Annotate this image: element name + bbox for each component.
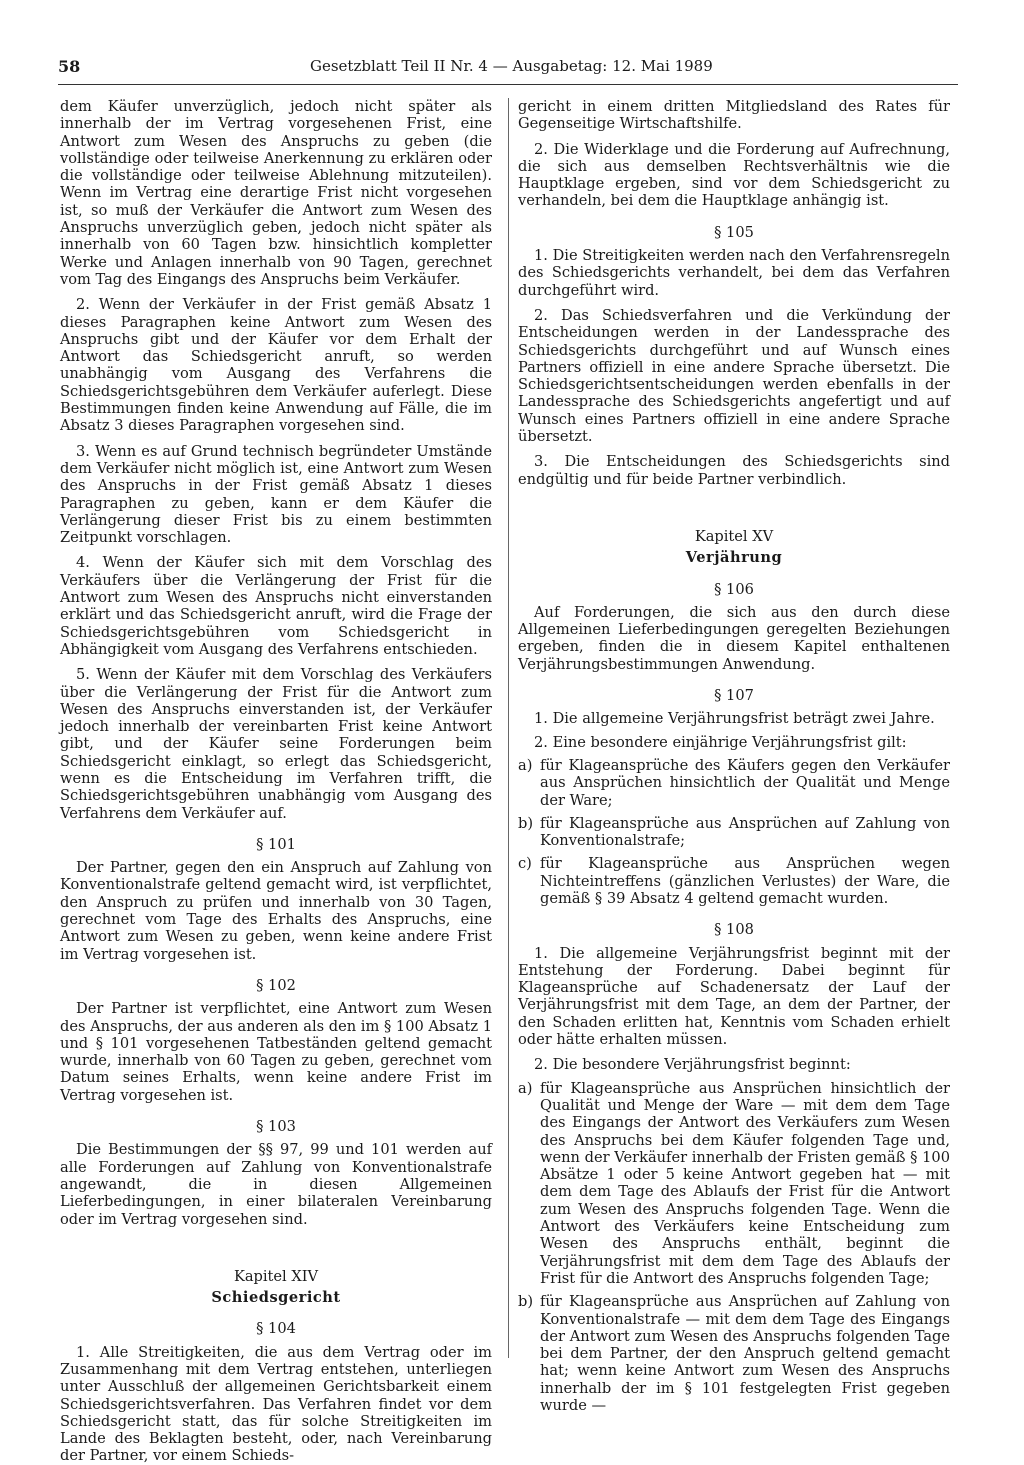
header-divider — [58, 84, 958, 85]
section-heading-106: § 106 — [714, 580, 754, 598]
paragraph: 3. Wenn es auf Grund technisch begründeter Umstände dem Verkäufer nicht möglich ist, eine Antwort zum Wesen des Anspruchs in der Frist gemäß Absatz 1 dieses Paragraphen zu geben, kann er dem Käufer die Verlängerung dieser Frist bis zu einem bestimmten Zeitpunkt vorschlagen. — [60, 442, 492, 547]
section-heading-102: § 102 — [256, 976, 296, 994]
list-item — [518, 815, 950, 850]
list-text: für Klageansprüche des Käufers gegen den Verkäufer aus Ansprüchen hinsichtlich der Qualität und Menge der Ware; — [540, 756, 950, 809]
right-column — [518, 98, 950, 1414]
paragraph: 1. Die allgemeine Verjährungsfrist beträgt zwei Jahre. — [534, 710, 935, 728]
paragraph: 5. Wenn der Käufer mit dem Vorschlag des Verkäufers über die Verlängerung der Frist für die Antwort zum Wesen des Anspruchs einverstanden ist, der Verkäufer jedoch innerhalb der vereinbarten Frist keine Antwort gibt, und der Käufer seine Forderungen beim Schiedsgericht einklagt, so erlegt das Schiedsgericht, wenn es die Entscheidung im Verfahren trifft, die Schiedsgerichtsgebühren unabhängig vom Ausgang des Verfahrens dem Verkäufer auf. — [60, 666, 492, 822]
list-text: für Klageansprüche aus Ansprüchen hinsichtlich der Qualität und Menge der Ware — mit dem dem Tage des Eingangs der Antwort des Verkäufers zum Wesen des Anspruchs bei dem Käufer folgenden Tage und, wenn der Verkäufer innerhalb der Fristen gemäß § 100 Absätze 1 oder 5 keine Antwort gegeben hat — mit dem dem Tage des Ablaufs der Frist für die Antwort zum Wesen des Anspruchs folgenden Tage. Wenn die Antwort des Verkäufers keine Entscheidung zum Wesen des Anspruchs enthält, beginnt die Verjährungsfrist mit dem dem Tage des Ablaufs der Frist für die Antwort des Anspruchs folgenden Tage; — [540, 1079, 950, 1287]
chapter-title: Schiedsgericht — [211, 1289, 341, 1307]
list-text: für Klageansprüche aus Ansprüchen auf Zahlung von Konventionalstrafe — mit dem dem Tage des Eingangs der Antwort zum Wesen des Anspruchs folgenden Tage bei dem Partner, der den Anspruch geltend gemacht hat; wenn keine Antwort zum Wesen des Anspruchs innerhalb der im § 101 festgelegten Frist gegeben wurde — — [540, 1293, 950, 1414]
chapter-number: Kapitel XIV — [233, 1267, 319, 1285]
section-heading-103: § 103 — [256, 1118, 296, 1136]
paragraph: 2. Die besondere Verjährungsfrist beginnt: — [534, 1056, 851, 1074]
list-item — [518, 1293, 950, 1414]
paragraph: 4. Wenn der Käufer sich mit dem Vorschlag des Verkäufers über die Verlängerung der Frist für die Antwort zum Wesen des Anspruchs nicht einverstanden erklärt und das Schiedsgericht anruft, wird die Frage der Schiedsgerichtsgebühren vom Schiedsgericht in Abhängigkeit vom Ausgang des Verfahrens entschieden. — [60, 554, 492, 658]
section-heading-104: § 104 — [256, 1320, 296, 1338]
page-header — [58, 58, 958, 82]
column-divider — [508, 98, 509, 1358]
gazette-title: Gesetzblatt Teil II Nr. 4 — Ausgabetag: 12. Mai 1989 — [310, 57, 713, 75]
left-column — [60, 98, 492, 1465]
section-heading-105: § 105 — [714, 223, 754, 241]
paragraph: 1. Die allgemeine Verjährungsfrist beginnt mit der Entstehung der Forderung. Dabei beginnt für Klageansprüche auf Schadenersatz der Lauf der Verjährungsfrist mit dem Tage, an dem der Partner, der den Schaden erlitten hat, Kenntnis vom Schaden erhielt oder hätte erhalten müssen. — [518, 944, 950, 1049]
paragraph: 2. Eine besondere einjährige Verjährungsfrist gilt: — [534, 733, 907, 751]
list-text: für Klageansprüche aus Ansprüchen auf Zahlung von Konventionalstrafe; — [540, 814, 950, 850]
paragraph: Der Partner, gegen den ein Anspruch auf Zahlung von Konventionalstrafe geltend gemacht wird, ist verpflichtet, den Anspruch zu prüfen und innerhalb von 30 Tagen, gerechnet vom Tage des Erhalts des Anspruchs, eine Antwort zum Wesen zu geben, wenn keine andere Frist im Vertrag vorgesehen ist. — [60, 859, 492, 963]
paragraph: gericht in einem dritten Mitgliedsland des Rates für Gegenseitige Wirtschaftshilfe. — [518, 98, 950, 133]
list-label: b) — [518, 1293, 534, 1311]
section-heading-107: § 107 — [714, 687, 754, 705]
list-item — [518, 1080, 950, 1288]
paragraph: 1. Die Streitigkeiten werden nach den Verfahrensregeln des Schiedsgerichts verhandelt, bei dem das Verfahren durchgeführt wird. — [518, 247, 950, 299]
paragraph: Auf Forderungen, die sich aus den durch diese Allgemeinen Lieferbedingungen geregelten Beziehungen ergeben, finden die in diesem Kapitel enthaltenen Verjährungsbestimmungen Anwendung. — [518, 603, 950, 673]
paragraph: dem Käufer unverzüglich, jedoch nicht später als innerhalb der im Vertrag vorgesehenen Frist, eine Antwort zum Wesen des Anspruchs zu geben (die vollständige oder teilweise Anerkennung zu erklären oder die vollständige oder teilweise Ablehnung mitzuteilen). Wenn im Vertrag eine derartige Frist nicht vorgesehen ist, so muß der Verkäufer die Antwort zum Wesen des Anspruchs unverzüglich geben, jedoch nicht später als innerhalb von 60 Tagen bzw. hinsichtlich kompletter Werke und Anlagen innerhalb von 90 Tagen, gerechnet vom Tag des Eingangs des Anspruchs beim Verkäufer. — [60, 98, 492, 288]
list-label: a) — [518, 756, 533, 774]
paragraph: 2. Die Widerklage und die Forderung auf Aufrechnung, die sich aus demselben Rechtsverhältnis wie die Hauptklage ergeben, sind vor dem Schiedsgericht zu verhandeln, bei dem die Hauptklage anhängig ist. — [518, 140, 950, 210]
list-item — [518, 855, 950, 907]
paragraph: Die Bestimmungen der §§ 97, 99 und 101 werden auf alle Forderungen auf Zahlung von Konventionalstrafe angewandt, die in diesen Allgemeinen Lieferbedingungen, in einer bilateralen Vereinbarung oder im Vertrag vorgesehen sind. — [60, 1141, 492, 1228]
paragraph: 3. Die Entscheidungen des Schiedsgerichts sind endgültig und für beide Partner verbindlich. — [518, 453, 950, 488]
paragraph: 1. Alle Streitigkeiten, die aus dem Vertrag oder im Zusammenhang mit dem Vertrag entstehen, unterliegen unter Ausschluß der allgemeinen Gerichtsbarkeit einem Schiedsgerichtsverfahren. Das Verfahren findet vor dem Schiedsgericht statt, das für solche Streitigkeiten im Lande des Beklagten besteht, oder, nach Vereinbarung der Partner, vor einem Schieds- — [60, 1343, 492, 1465]
list-label: a) — [518, 1079, 533, 1097]
list-label: c) — [518, 855, 532, 873]
section-heading-108: § 108 — [714, 921, 754, 939]
paragraph: 2. Das Schiedsverfahren und die Verkündung der Entscheidungen werden in der Landessprache des Schiedsgerichts durchgeführt und auf Wunsch eines Partners offiziell in eine andere Sprache übersetzt. Die Schiedsgerichtsentscheidungen werden ebenfalls in der Landessprache des Schiedsgerichts angefertigt und auf Wunsch eines Partners offiziell in eine andere Sprache übersetzt. — [518, 306, 950, 446]
chapter-title: Verjährung — [685, 549, 783, 567]
list-item — [518, 757, 950, 809]
page-number: 58 — [58, 57, 81, 76]
chapter-number: Kapitel XV — [694, 527, 774, 545]
section-heading-101: § 101 — [256, 835, 296, 853]
list-text: für Klageansprüche aus Ansprüchen wegen Nichteintreffens (gänzlichen Verlustes) der Ware, die gemäß § 39 Absatz 4 geltend gemacht wurden. — [540, 855, 950, 907]
paragraph: 2. Wenn der Verkäufer in der Frist gemäß Absatz 1 dieses Paragraphen keine Antwort zum Wesen des Anspruchs gibt und der Käufer vor dem Erhalt der Antwort das Schiedsgericht anruft, so werden unabhängig vom Ausgang des Verfahrens die Schiedsgerichtsgebühren dem Verkäufer auferlegt. Diese Bestimmungen finden keine Anwendung auf Fälle, die im Absatz 3 dieses Paragraphen vorgesehen sind. — [60, 296, 492, 435]
list-label: b) — [518, 814, 534, 832]
paragraph: Der Partner ist verpflichtet, eine Antwort zum Wesen des Anspruchs, der aus anderen als den im § 100 Absatz 1 und § 101 vorgesehenen Tatbeständen geltend gemacht wurde, innerhalb von 60 Tagen zu geben, gerechnet vom Datum seines Erhalts, wenn keine andere Frist im Vertrag vorgesehen ist. — [60, 1000, 492, 1104]
